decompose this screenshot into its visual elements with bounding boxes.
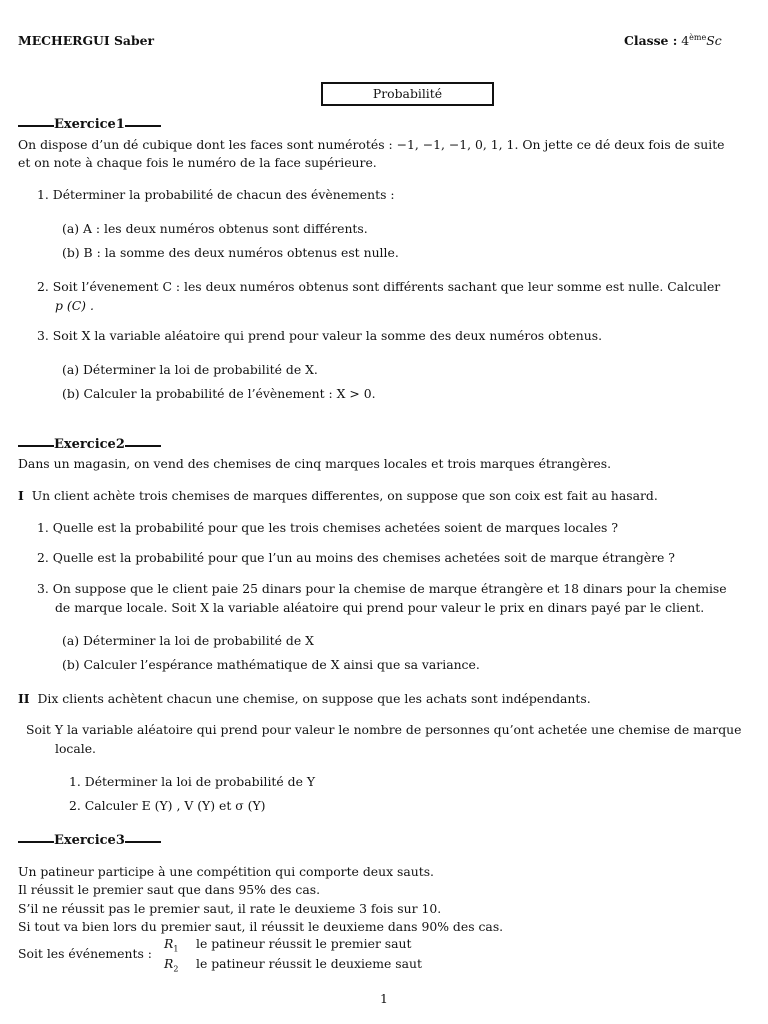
heading-rule-right <box>125 841 161 843</box>
ex3-line1: Un patineur participe à une compétition qui comporte deux sauts. <box>18 864 434 879</box>
class-label <box>624 32 722 50</box>
exercise2-heading <box>18 436 161 455</box>
event-r2-symbol: R <box>164 956 174 971</box>
page-number: 1 <box>380 991 388 1006</box>
heading-rule-left <box>18 125 54 127</box>
ex3-line2: Il réussit le premier saut que dans 95% des cas. <box>18 882 321 897</box>
ex1-question3: 3. Soit X la variable aléatoire qui prend pour valeur la somme des deux numéros obtenus. <box>37 328 603 343</box>
ex1-question2-line1: 2. Soit l’évenement C : les deux numéros obtenus sont différents sachant que leur somme est nulle. Calculer <box>37 279 721 294</box>
event-r1-text: le patineur réussit le premier saut <box>196 936 412 951</box>
ex1-question3b: (b) Calculer la probabilité de l’évènement : X > 0. <box>62 386 376 401</box>
ex1-intro-line1: On dispose d’un dé cubique dont les faces sont numérotés : −1, −1, −1, 0, 1, 1. On jette ce dé deux fois de suite <box>18 137 725 152</box>
exercise1-heading <box>18 116 161 135</box>
heading-rule-right <box>125 445 161 447</box>
ex2-y-definition-line2: locale. <box>55 741 96 756</box>
ex1-question1a: (a) A : les deux numéros obtenus sont différents. <box>62 221 368 236</box>
heading-rule-left <box>18 841 54 843</box>
ex2-part2 <box>18 690 591 708</box>
ex1-question2-line2: p (C) . <box>55 298 94 313</box>
ex2-question3-line1: 3. On suppose que le client paie 25 dinars pour la chemise de marque étrangère et 18 dinars pour la chemise <box>37 581 727 596</box>
exercise2-heading-text: Exercice2 <box>54 437 125 452</box>
event-r1 <box>164 935 178 955</box>
event-r2-subscript: 2 <box>173 964 179 974</box>
exercise3-heading-text: Exercice3 <box>54 833 125 848</box>
ex2-question3b: (b) Calculer l’espérance mathématique de X ainsi que sa variance. <box>62 657 480 672</box>
ex1-intro-line2: et on note à chaque fois le numéro de la face supérieure. <box>18 155 377 170</box>
heading-rule-left <box>18 445 54 447</box>
part1-number: I <box>18 488 24 503</box>
class-label-text: Classe : <box>624 33 678 49</box>
class-value-num: 4 <box>681 33 690 49</box>
event-r2-text: le patineur réussit le deuxieme saut <box>196 956 422 971</box>
ex1-question1b: (b) B : la somme des deux numéros obtenus est nulle. <box>62 245 399 260</box>
ex2-question3a: (a) Déterminer la loi de probabilité de X <box>62 633 314 648</box>
ex2-question3-line2: de marque locale. Soit X la variable aléatoire qui prend pour valeur le prix en dinars payé par le client. <box>55 600 705 615</box>
ex2-question1: 1. Quelle est la probabilité pour que les trois chemises achetées soient de marques locales ? <box>37 520 618 535</box>
part2-number: II <box>18 691 30 706</box>
ex2-part2-question2: 2. Calculer E (Y) , V (Y) et σ (Y) <box>69 798 266 813</box>
ex1-question3a: (a) Déterminer la loi de probabilité de X. <box>62 362 318 377</box>
exercise3-heading <box>18 832 161 851</box>
ex2-part2-question1: 1. Déterminer la loi de probabilité de Y <box>69 774 316 789</box>
event-r1-symbol: R <box>164 936 174 951</box>
ex2-question2: 2. Quelle est la probabilité pour que l’un au moins des chemises achetées soit de marque étrangère ? <box>37 550 675 565</box>
ex3-line3: S’il ne réussit pas le premier saut, il rate le deuxieme 3 fois sur 10. <box>18 901 442 916</box>
page-title: Probabilité <box>321 82 494 106</box>
ex1-question1: 1. Déterminer la probabilité de chacun des évènements : <box>37 187 395 202</box>
heading-rule-right <box>125 125 161 127</box>
ex3-line4: Si tout va bien lors du premier saut, il réussit le deuxieme dans 90% des cas. <box>18 919 504 934</box>
part1-text: Un client achète trois chemises de marques differentes, on suppose que son coix est fait au hasard. <box>31 488 658 503</box>
ex2-part1 <box>18 487 658 505</box>
exercise1-heading-text: Exercice1 <box>54 117 125 132</box>
event-r1-subscript: 1 <box>173 944 179 954</box>
author-name: MECHERGUI Saber <box>18 33 155 48</box>
ex3-events-label: Soit les événements : <box>18 946 152 961</box>
class-value-sup: ème <box>689 33 707 42</box>
ex2-intro: Dans un magasin, on vend des chemises de cinq marques locales et trois marques étrangères. <box>18 456 612 471</box>
ex2-y-definition-line1: Soit Y la variable aléatoire qui prend pour valeur le nombre de personnes qu’ont achetée une chemise de marque <box>26 722 742 737</box>
part2-text: Dix clients achètent chacun une chemise, on suppose que les achats sont indépendants. <box>37 691 591 706</box>
class-value-suffix: Sc <box>706 33 722 49</box>
event-r2 <box>164 955 178 975</box>
